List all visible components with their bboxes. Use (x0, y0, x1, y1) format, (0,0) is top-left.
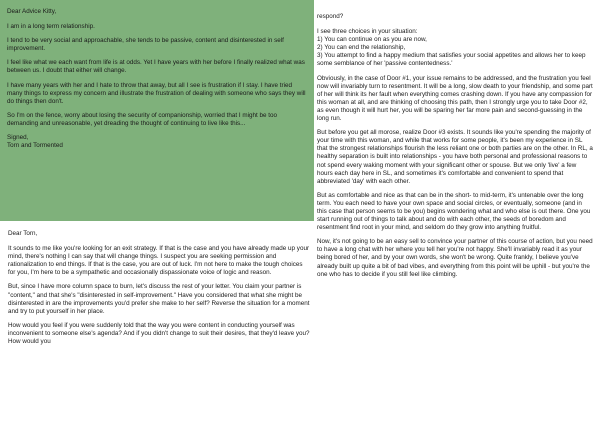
reply-paragraph: How would you feel if you were suddenly told that the way you were content in conducting yourself was inconvenient to someone else's agenda? And if you didn't change to suit their desires, that they'd leave you? How would you (8, 321, 310, 346)
reply-left-column (8, 230, 310, 352)
reply-paragraph: But as comfortable and nice as that can be in the short- to mid-term, it's untenable over the long term. You each need to have your own space and social circles, or eventually, someone (and in this case that person seems to be you) begins wondering what and who else is out there. One you start running out of things to talk about and do with each other, the seeds of boredom and resentment find root in your mind, and seldom do they grow into anything fruitful. (317, 191, 591, 232)
letter-paragraph: I tend to be very social and approachable, she tends to be passive, content and disinterested in self improvement. (7, 37, 284, 53)
letter-paragraph: So I'm on the fence, worry about losing the security of companionship, worried that I might be too demanding and unreasonable, yet dreading the thought of continuing to live like this... (7, 111, 278, 127)
letter-signoff: Signed, (7, 134, 29, 142)
choices-intro: I see three choices in your situation: (317, 28, 418, 36)
letter-greeting: Dear Advice Kitty, (7, 8, 57, 15)
choice-item: 3) You attempt to find a happy medium that satisfies your social appetites and allows her to keep some semblance of her 'passive contentedness.' (317, 52, 586, 68)
reply-continuation: respond? (317, 13, 344, 20)
reply-greeting: Dear Torn, (8, 230, 38, 237)
letter-paragraph: I am in a long term relationship. (7, 23, 95, 31)
reply-paragraph: Obviously, in the case of Door #1, your issue remains to be addressed, and the frustration you feel now will invariably turn to resentment. It will be a long, slow death to your friendship, and some part of her will think its her fault when everything comes crashing down. If you have any compassion for this woman at all, and are thinking of choosing this path, then I strongly urge you to take Door #2, as even though it will hurt her, you will be sparing her far more pain and second-guessing in the long run. (317, 74, 593, 123)
letter-paragraph: I feel like what we each want from life is at odds. Yet I have years with her before I finally realized what was between us. I doubt that either will change. (7, 59, 305, 75)
choice-item: 1) You can continue on as you are now, (317, 36, 427, 44)
letter-paragraph: I have many years with her and I hate to throw that away, but all I see is frustration if I stay. I have tried many things to express my concern and illustrate the frustration of dealing with someone who says they will do things then don't. (7, 81, 306, 105)
reply-paragraph: But before you get all morose, realize Door #3 exists. It sounds like you're spending the majority of your time with this woman, and while that works for some people, it's been my experience in SL that the strongest relationships flourish the less reliant one or both parties are on the other. In RL, a healthy separation is built into relationships - you have both personal and professional reasons to not spend every waking moment with your significant other or spouse. But we only 'live' a few hours each day here in SL, and sometimes it's comfortable and convenient to spend that abbreviated 'day' with each other. (317, 129, 593, 185)
choice-item: 2) You can end the relationship, (317, 44, 406, 52)
reply-paragraph: Now, it's not going to be an easy sell to convince your partner of this course of action, but you need to have a long chat with her where you tell her you're not happy. She'll invariably read it as your being bored of her, and by your own words, she won't be wrong. Quite frankly, I believe you've already built up quite a bit of bad vibes, and everything from this point will be uphill - but you're the one who has to decide if you still feel like climbing. (317, 238, 593, 278)
reply-right-column (317, 13, 593, 285)
letter-signature: Torn and Tormented (7, 142, 63, 150)
reply-paragraph: But, since I have more column space to burn, let's discuss the rest of your letter. You claim your partner is "content," and that she's "disinterested in self-improvement." Have you considered that what she might be disinterested in are the improvements you'd prefer she make to her self? Reverse the situation for a moment and try to put yourself in her place. (8, 283, 310, 315)
reader-letter (7, 8, 307, 150)
reply-paragraph: It sounds to me like you're looking for an exit strategy. If that is the case and you have already made up your mind, there's nothing I can say that will change things. I suspect you are seeking permission and rationalization to end things. If that is the case, you are out of luck. I'm not here to make the tough choices for you, I'm here to be a sympathetic and occasionally dispassionate voice of logic and reason. (8, 245, 310, 277)
